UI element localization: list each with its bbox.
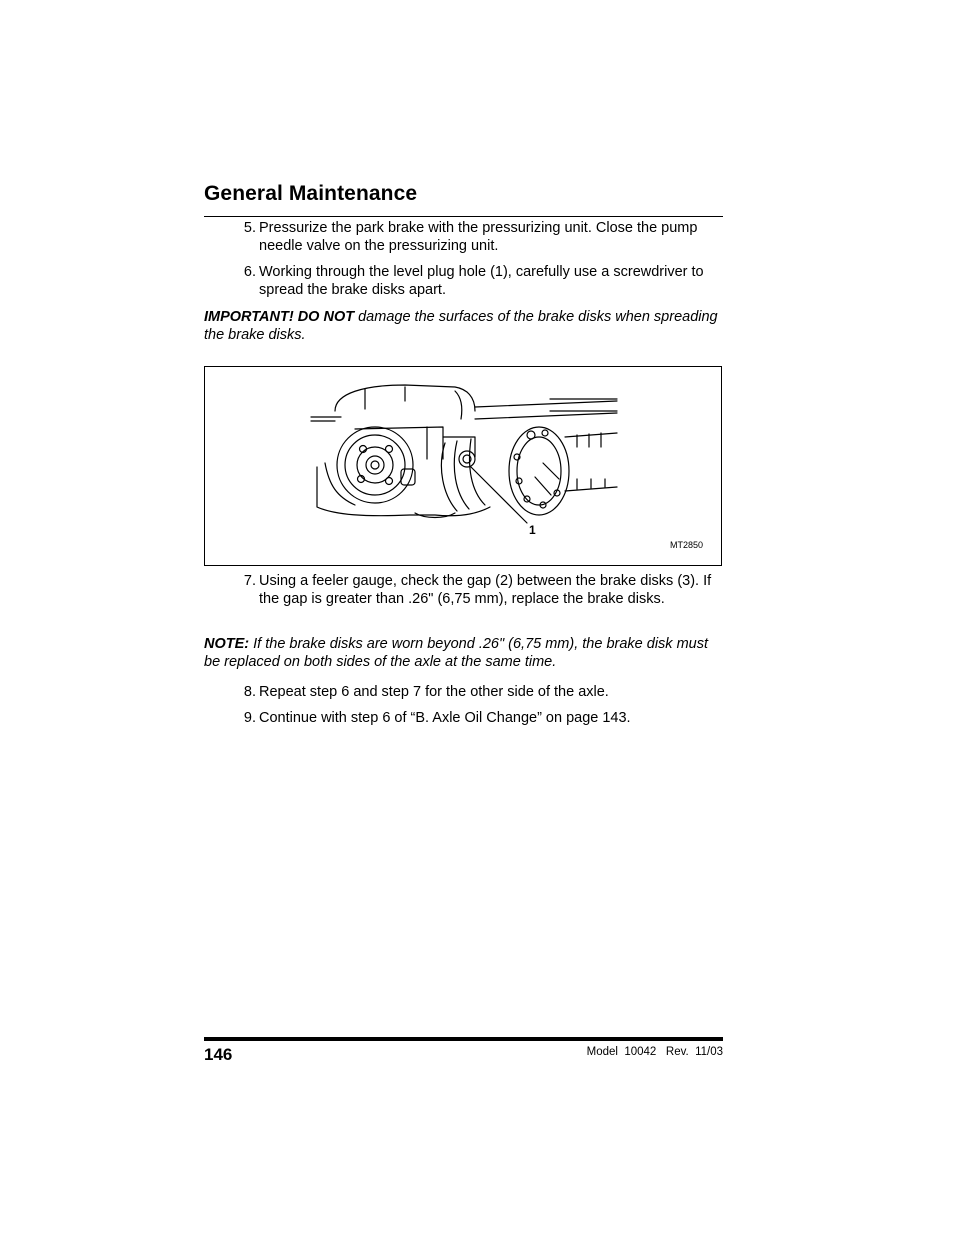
page-number: 146 xyxy=(204,1045,233,1064)
step-text: Using a feeler gauge, check the gap (2) between the brake disks (3). If the gap is greater than .26" (6,75 mm), replace the brake disks. xyxy=(259,573,712,607)
step-text: Pressurize the park brake with the pressurizing unit. Close the pump needle valve on the pressurizing unit. xyxy=(259,220,698,254)
brake-illustration xyxy=(204,366,722,566)
step-5 xyxy=(238,220,724,255)
axle-brake-drawing xyxy=(205,367,721,565)
step-text: Repeat step 6 and step 7 for the other side of the axle. xyxy=(259,684,609,700)
step-9 xyxy=(238,710,724,728)
step-8 xyxy=(238,684,724,702)
step-number: 6. xyxy=(243,264,256,280)
figure-code: MT2850 xyxy=(670,540,704,550)
step-text: Continue with step 6 of “B. Axle Oil Change” on page 143. xyxy=(259,710,631,726)
step-number: 8. xyxy=(243,684,256,700)
footer-rule xyxy=(204,1037,723,1041)
step-7 xyxy=(238,573,724,608)
step-number: 9. xyxy=(243,710,256,726)
step-number: 5. xyxy=(243,220,256,236)
note-text: If the brake disks are worn beyond .26" (6,75 mm), the brake disk must be replaced on both sides of the axle at the same time. xyxy=(204,636,708,670)
important-notice xyxy=(204,308,724,344)
step-text: Working through the level plug hole (1), carefully use a screwdriver to spread the brake disks apart. xyxy=(259,264,704,298)
header-rule xyxy=(204,216,723,217)
model-revision: Model 10042 Rev. 11/03 xyxy=(586,1046,723,1058)
step-6 xyxy=(238,264,724,299)
important-text: damage the surfaces of the brake disks when spreading the brake disks. xyxy=(204,309,718,343)
note-label: NOTE: xyxy=(204,636,250,652)
note xyxy=(204,635,724,671)
page-title: General Maintenance xyxy=(204,182,418,205)
step-number: 7. xyxy=(243,573,256,589)
figure-callout-1: 1 xyxy=(529,523,536,537)
important-label: IMPORTANT! DO NOT xyxy=(204,309,355,325)
